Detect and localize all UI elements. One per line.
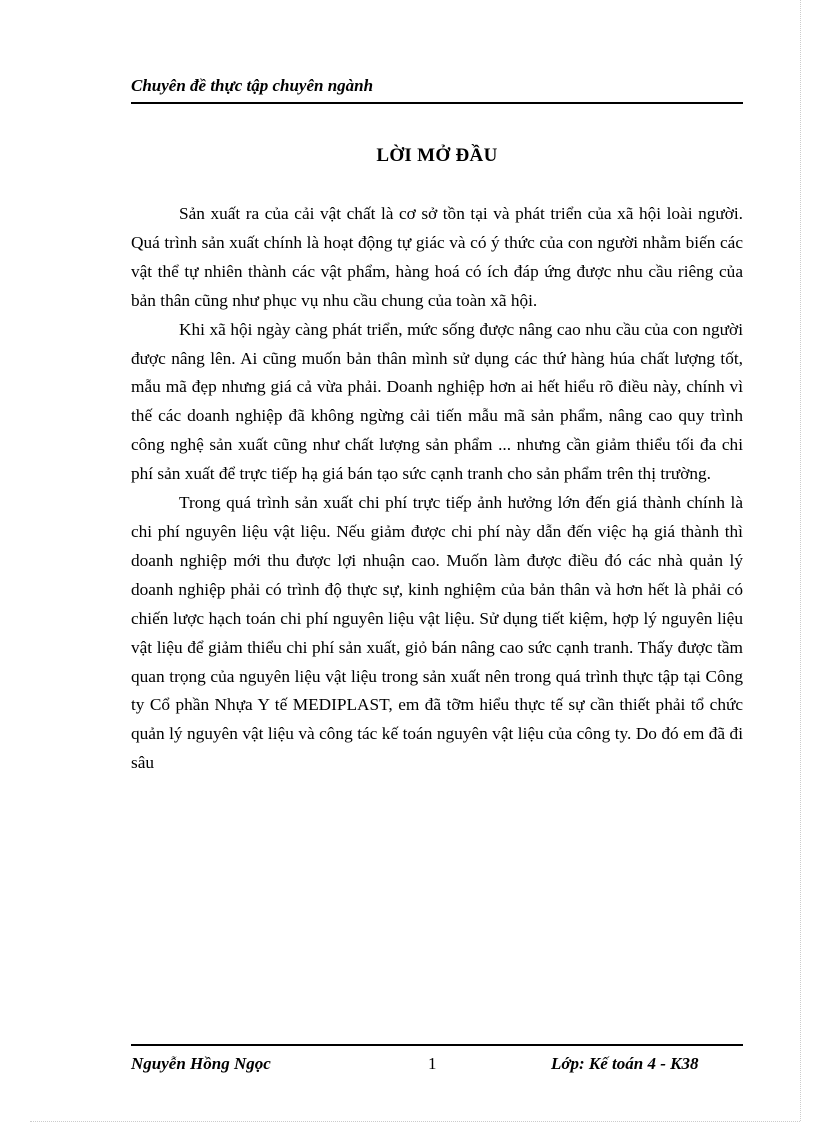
- page-footer: [131, 1044, 743, 1076]
- document-body: [131, 200, 743, 778]
- page-header: [131, 74, 743, 104]
- header-title: Chuyên đề thực tập chuyên ngành: [131, 76, 374, 95]
- page-edge-right: [800, 0, 801, 1121]
- paragraph: Khi xã hội ngày càng phát triển, mức sống được nâng cao nhu cầu của con người được nâng lên. Ai cũng muốn bản thân mình sử dụng các thứ hàng húa chất lượng tốt, mẫu mã đẹp nhưng giá cả vừa phải. Doanh nghiệp hơn ai hết hiểu rõ điều này, chính vì thế các doanh nghiệp đã không ngừng cải tiến mẫu mã sản phẩm, nâng cao quy trình công nghệ sản xuất cũng như chất lượng sản phẩm ... nhưng cần giảm thiểu tối đa chi phí sản xuất để trực tiếp hạ giá bán tạo sức cạnh tranh cho sản phẩm trên thị trường.: [131, 319, 743, 484]
- footer-author: Nguyễn Hồng Ngọc: [131, 1054, 271, 1073]
- footer-class: Lớp: Kế toán 4 - K38: [551, 1054, 699, 1073]
- page-edge-bottom: [30, 1121, 800, 1122]
- paragraph: Trong quá trình sản xuất chi phí trực tiếp ảnh hưởng lớn đến giá thành chính là chi phí nguyên liệu vật liệu. Nếu giảm được chi phí này dẫn đến việc hạ giá thành thì doanh nghiệp mới thu được lợi nhuận cao. Muốn làm được điều đó các nhà quản lý doanh nghiệp phải có trình độ thực sự, kinh nghiệm của bản thân và hơn hết là phải có chiến lược hạch toán chi phí nguyên liệu vật liệu. Sử dụng tiết kiệm, hợp lý nguyên liệu vật liệu để giảm thiểu chi phí sản xuất, giỏ bán nâng cao sức cạnh tranh. Thấy được tầm quan trọng của nguyên liệu vật liệu trong sản xuất nên trong quá trình thực tập tại Công ty Cổ phần Nhựa Y tế MEDIPLAST, em đã tỡm hiểu thực tế sự cần thiết phải tổ chức quản lý nguyên vật liệu và công tác kế toán nguyên vật liệu của công ty. Do đó em đã đi sâu: [131, 493, 743, 773]
- page-title: LỜI MỞ ĐẦU: [376, 145, 498, 166]
- paragraph: Sản xuất ra của cải vật chất là cơ sở tồn tại và phát triển của xã hội loài người. Quá trình sản xuất chính là hoạt động tự giác và có ý thức của con người nhằm biến các vật thể tự nhiên thành các vật phẩm, hàng hoá có ích đáp ứng được nhu cầu riêng của bản thân cũng như phục vụ nhu cầu chung của toàn xã hội.: [131, 204, 743, 310]
- page-number: 1: [428, 1054, 437, 1073]
